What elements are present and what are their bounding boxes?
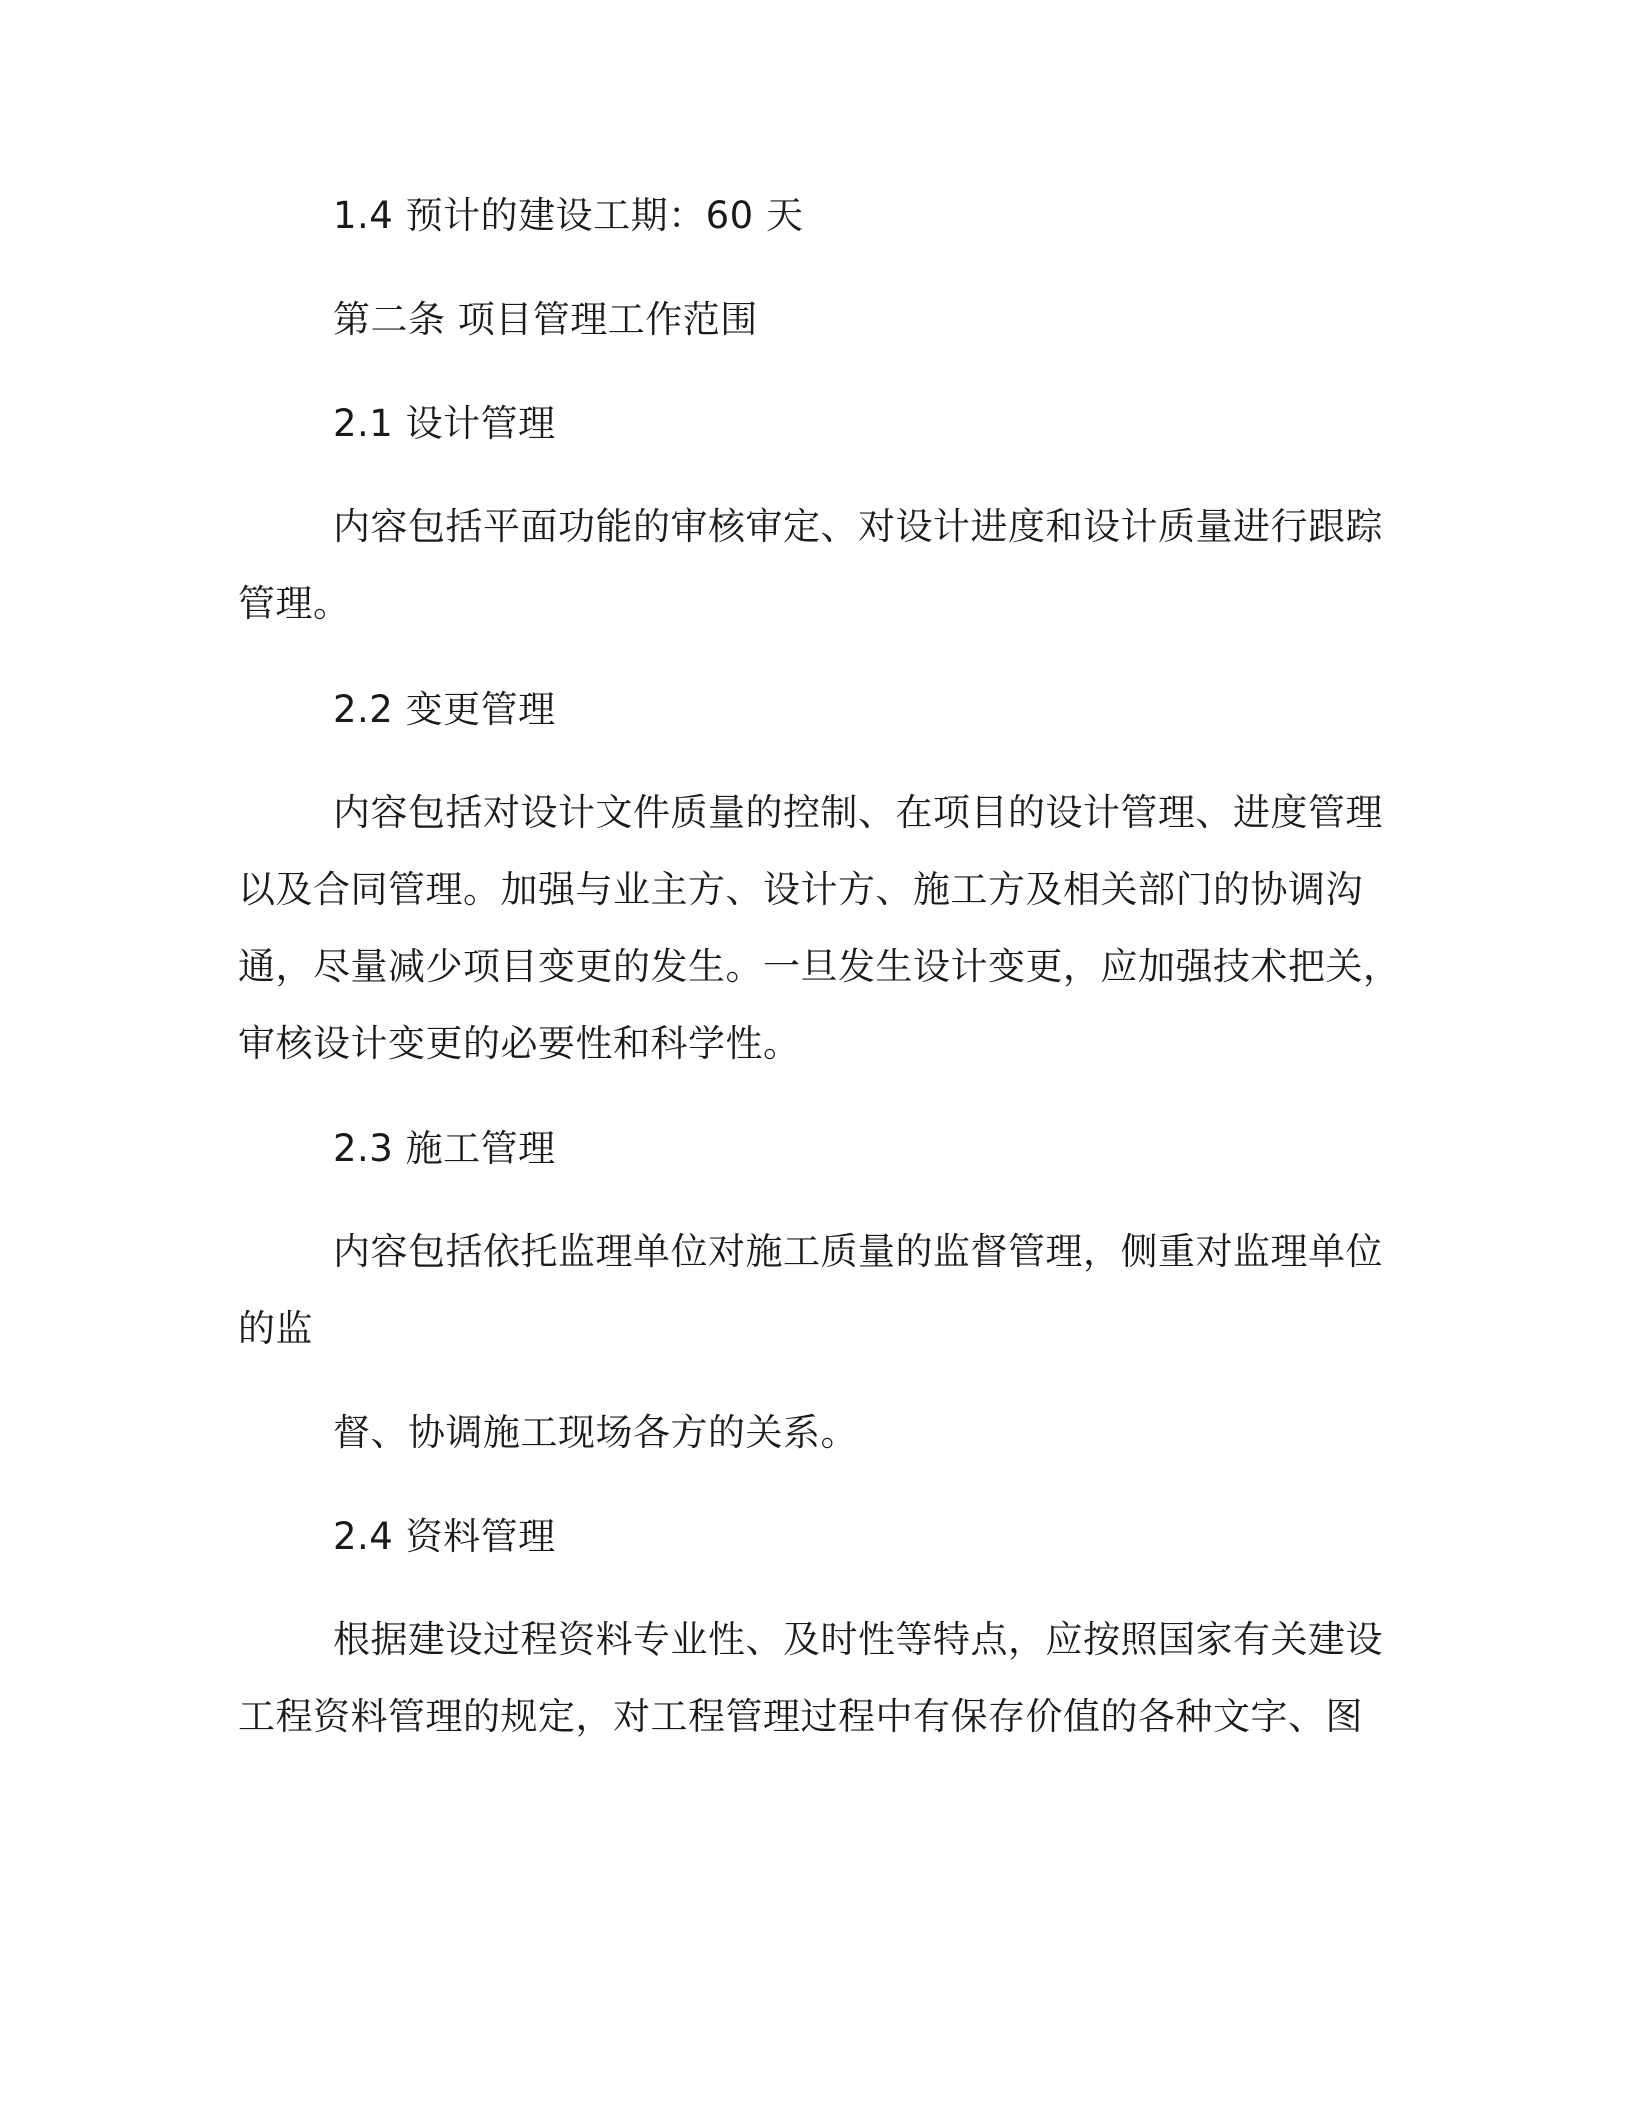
subsection-heading-design: 2.1 设计管理 bbox=[333, 402, 556, 445]
construction-period-line: 1.4 预计的建设工期：60 天 bbox=[333, 194, 804, 237]
paragraph-line: 内容包括平面功能的审核审定、对设计进度和设计质量进行跟踪 bbox=[333, 505, 1383, 548]
subsection-heading-records: 2.4 资料管理 bbox=[333, 1515, 556, 1558]
subsection-heading-construction: 2.3 施工管理 bbox=[333, 1127, 556, 1170]
paragraph-line: 工程资料管理的规定，对工程管理过程中有保存价值的各种文字、图 bbox=[238, 1695, 1363, 1738]
paragraph-line: 内容包括依托监理单位对施工质量的监督管理，侧重对监理单位 bbox=[333, 1230, 1383, 1273]
paragraph-line: 内容包括对设计文件质量的控制、在项目的设计管理、进度管理 bbox=[333, 791, 1383, 834]
paragraph-line: 的监 bbox=[238, 1307, 313, 1350]
paragraph-line: 审核设计变更的必要性和科学性。 bbox=[238, 1022, 801, 1065]
subsection-heading-change: 2.2 变更管理 bbox=[333, 688, 556, 731]
paragraph-line: 根据建设过程资料专业性、及时性等特点，应按照国家有关建设 bbox=[333, 1618, 1383, 1661]
paragraph-line: 管理。 bbox=[238, 582, 351, 625]
paragraph-line: 督、协调施工现场各方的关系。 bbox=[333, 1411, 858, 1454]
paragraph-line: 以及合同管理。加强与业主方、设计方、施工方及相关部门的协调沟 bbox=[238, 868, 1363, 911]
paragraph-line: 通，尽量减少项目变更的发生。一旦发生设计变更，应加强技术把关， bbox=[238, 945, 1401, 988]
section-heading: 第二条 项目管理工作范围 bbox=[333, 298, 758, 341]
